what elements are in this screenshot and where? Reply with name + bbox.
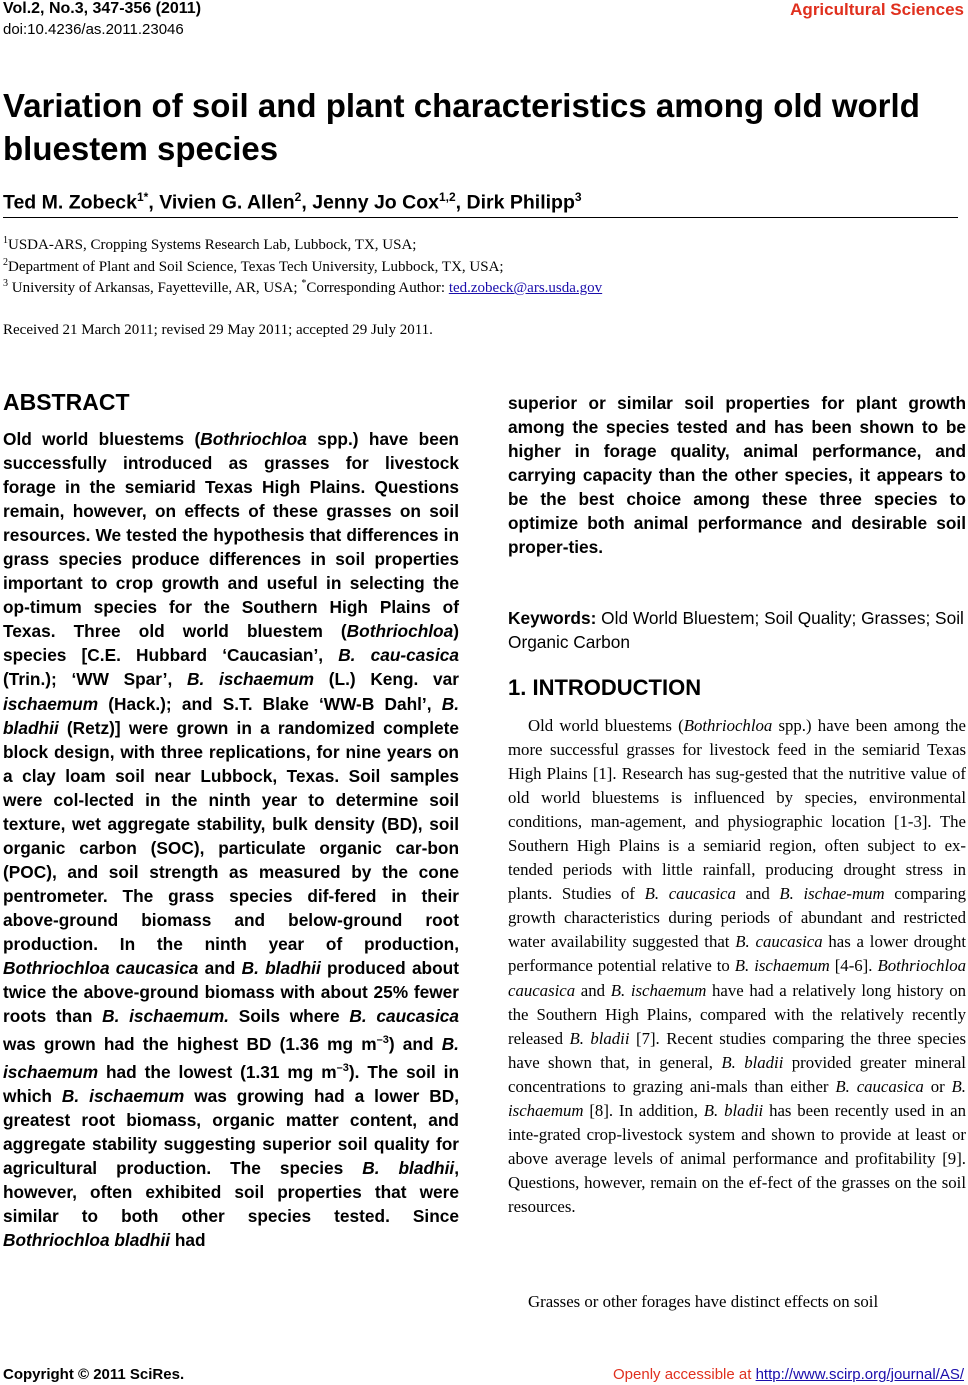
italic-text: B. ischaemum. xyxy=(102,1006,229,1027)
italic-text: B. bladhii xyxy=(3,693,459,738)
italic-text: B. caucasica xyxy=(644,884,736,904)
text-run: spp.) have been successfully introduced as grasses for livestock forage in the semiarid Texas High Plains. Questions remain, however, on effects of these grasses on soil resources. We tested the hypothesis that differences in grass species produce differences in soil properties important to crop growth and useful in selecting the op-timum species for the Southern High Plains of Texas. Three old world bluestem ( xyxy=(3,429,459,642)
introduction-heading: 1. INTRODUCTION xyxy=(508,675,702,700)
text-run: have had a relatively long history on the Southern High Plains, compared with the relatively recently released xyxy=(508,980,967,1048)
text-run: has been recently used in an inte-grated crop-livestock system and shown to provide at least or above average levels of animal performance and profitability [9]. Questions, however, remain on the ef-fect of the grasses on the soil resources. xyxy=(508,1100,966,1216)
title-divider xyxy=(3,217,958,218)
text-run: ) species [C.E. Hubbard ‘Caucasian’, xyxy=(3,621,459,666)
author-list xyxy=(3,190,582,215)
text-run: and xyxy=(198,958,242,979)
text-run: and xyxy=(575,980,611,1000)
affiliation-3: $^3$ University of Arkansas, Fayetteville, AR, USA; *Corresponding Author: ted.zobeck@ars.usda.gov xyxy=(3,278,603,296)
journal-volume: Vol.2, No.3, 347-356 (2011) xyxy=(3,0,202,17)
text-run: or xyxy=(923,1076,952,1096)
abstract-heading: ABSTRACT xyxy=(3,389,130,415)
italic-text: B. bladii xyxy=(721,1052,784,1072)
italic-text: Bothriochloa caucasica xyxy=(3,958,199,979)
superscript: –3 xyxy=(336,1061,349,1074)
italic-text: B. bladhii xyxy=(241,958,321,979)
text-run: [8]. In addition, xyxy=(583,1100,704,1120)
text-run: and xyxy=(735,884,780,904)
introduction-paragraph-1 xyxy=(508,714,966,1219)
author-name: Ted M. Zobeck xyxy=(3,191,137,214)
italic-text: Bothriochloa xyxy=(683,716,773,735)
text-run: ). The soil in which xyxy=(3,1061,459,1106)
text-run: has a lower drought performance potential relative to xyxy=(508,932,966,976)
italic-text: B. ischaemum xyxy=(508,1076,966,1120)
received-dates: Received 21 March 2011; revised 29 May 2011; accepted 29 July 2011. xyxy=(3,322,433,338)
text-run: was growing had a lower BD, greatest root biomass, organic matter content, and aggregate stability suggesting superior soil quality for agricultural production. The species xyxy=(3,1085,460,1178)
italic-text: Bothriochloa bladhii xyxy=(3,1230,171,1251)
author-affiliation-marker: 1* xyxy=(137,190,149,204)
text-run: (Trin.); ‘WW Spar’, xyxy=(3,669,187,690)
italic-text: B. caucasica xyxy=(349,1006,459,1027)
italic-text: B. ischaemum xyxy=(61,1085,185,1106)
abstract-text-continued: superior or similar soil properties for plant growth among the species tested and has been shown to be higher in forage quality, animal performance, and carrying capacity than the other species, it appears to be the best choice among these three species to optimize both animal performance and desirable soil proper-ties. xyxy=(508,393,966,558)
italic-text: B. bladii xyxy=(703,1100,764,1120)
text-run: was grown had the highest BD (1.36 mg m xyxy=(3,1033,377,1054)
text-run: (Retz)] were grown in a randomized complete block design, with three replications, for nine years on a clay loam soil near Lubbock, Texas. Soil samples were col-lected in the ninth year to determine soil texture, wet aggregate stability, bulk density (BD), soil organic carbon (SOC), particulate organic car-bon (POC), and soil strength as measured by the cone pentrometer. The grass species dif-fered in their above-ground biomass and below-ground root production. In the ninth year of production, xyxy=(3,717,459,954)
keywords-list: Old World Bluestem; Soil Quality; Grasses; Soil Organic Carbon xyxy=(508,608,964,652)
text-run: Old world bluestems ( xyxy=(528,716,684,735)
text-run: provided greater mineral concentrations to grazing ani-mals than either xyxy=(508,1052,966,1096)
author-name: Dirk Philipp xyxy=(466,191,575,214)
italic-text: Bothriochloa xyxy=(346,621,454,642)
italic-text: B. bladhii xyxy=(362,1157,455,1178)
author-separator: , xyxy=(301,191,313,214)
copyright: Copyright © 2011 SciRes. xyxy=(3,1366,185,1383)
open-access-notice: Openly accessible at http://www.scirp.org/journal/AS/ xyxy=(613,1366,964,1383)
journal-name: Agricultural Sciences xyxy=(790,0,964,19)
italic-text: Bothriochloa xyxy=(200,429,307,449)
italic-text: B. caucasica xyxy=(735,932,823,952)
text-run: (Hack.); and S.T. Blake ‘WW-B Dahl’, xyxy=(98,693,442,714)
doi: doi:10.4236/as.2011.23046 xyxy=(3,21,184,38)
author-name: Vivien G. Allen xyxy=(159,191,295,214)
text-run: Old world bluestems ( xyxy=(3,429,201,449)
author-separator: , xyxy=(148,191,160,214)
author-separator: , xyxy=(455,191,467,214)
italic-text: ischaemum xyxy=(3,693,99,714)
paper-title: Variation of soil and plant characteristics among old world bluestem species xyxy=(3,87,920,167)
text-run: [7]. Recent studies comparing the three species have shown that, in general, xyxy=(508,1028,966,1072)
text-run: [4-6]. xyxy=(829,956,878,976)
text-run: had xyxy=(170,1230,206,1251)
text-run: ) and xyxy=(388,1033,442,1054)
text-run: Soils where xyxy=(229,1006,350,1027)
keywords-label: Keywords: xyxy=(508,608,597,628)
text-run: produced about twice the above-ground biomass with about 25% fewer roots than xyxy=(3,958,459,1027)
text-run: (L.) Keng. var xyxy=(314,669,459,690)
italic-text: Bothriochloa caucasica xyxy=(508,956,967,1000)
italic-text: B. ischaemum xyxy=(734,956,830,976)
introduction-paragraph-2: Grasses or other forages have distinct effects on soil xyxy=(528,1292,879,1311)
keywords xyxy=(508,606,966,654)
italic-text: B. ischaemum xyxy=(186,669,315,690)
text-run: comparing growth characteristics during periods of abundant and restricted water availability suggested that xyxy=(508,884,966,952)
text-run: , however, often exhibited soil properties that were similar to both other species tested. Since xyxy=(3,1157,459,1227)
italic-text: B. ischaemum xyxy=(3,1033,459,1082)
italic-text: B. ischae-mum xyxy=(779,884,885,904)
journal-url-link[interactable]: http://www.scirp.org/journal/AS/ xyxy=(755,1366,964,1383)
italic-text: B. caucasica xyxy=(835,1076,924,1096)
italic-text: B. bladii xyxy=(569,1028,630,1048)
author-name: Jenny Jo Cox xyxy=(312,191,439,214)
superscript: –3 xyxy=(376,1034,389,1047)
affiliation-2: $^2$Department of Plant and Soil Science, Texas Tech University, Lubbock, TX, USA; xyxy=(3,257,504,275)
italic-text: B. ischaemum xyxy=(610,980,707,1000)
author-affiliation-marker: 2 xyxy=(294,190,302,204)
italic-text: B. cau-casica xyxy=(338,645,459,666)
author-affiliation-marker: 1,2 xyxy=(438,190,456,204)
text-run: had the lowest (1.31 mg m xyxy=(98,1061,337,1082)
abstract-text xyxy=(3,427,459,1252)
corresponding-email-link[interactable]: ted.zobeck@ars.usda.gov xyxy=(448,280,603,296)
author-affiliation-marker: 3 xyxy=(574,190,582,204)
affiliation-1: $^1$USDA-ARS, Cropping Systems Research Lab, Lubbock, TX, USA; xyxy=(3,235,417,253)
text-run: spp.) have been among the more successful grasses for livestock feed in the semiarid Texas High Plains [1]. Research has sug-gested that the nutritive value of old world bluestems is influenced by species, environmental conditions, man-agement, and physiographic location [1-3]. The Southern High Plains is a semiarid region, often subject to ex-tended periods with little rainfall, producing drought stress in plants. Studies of xyxy=(508,716,966,904)
